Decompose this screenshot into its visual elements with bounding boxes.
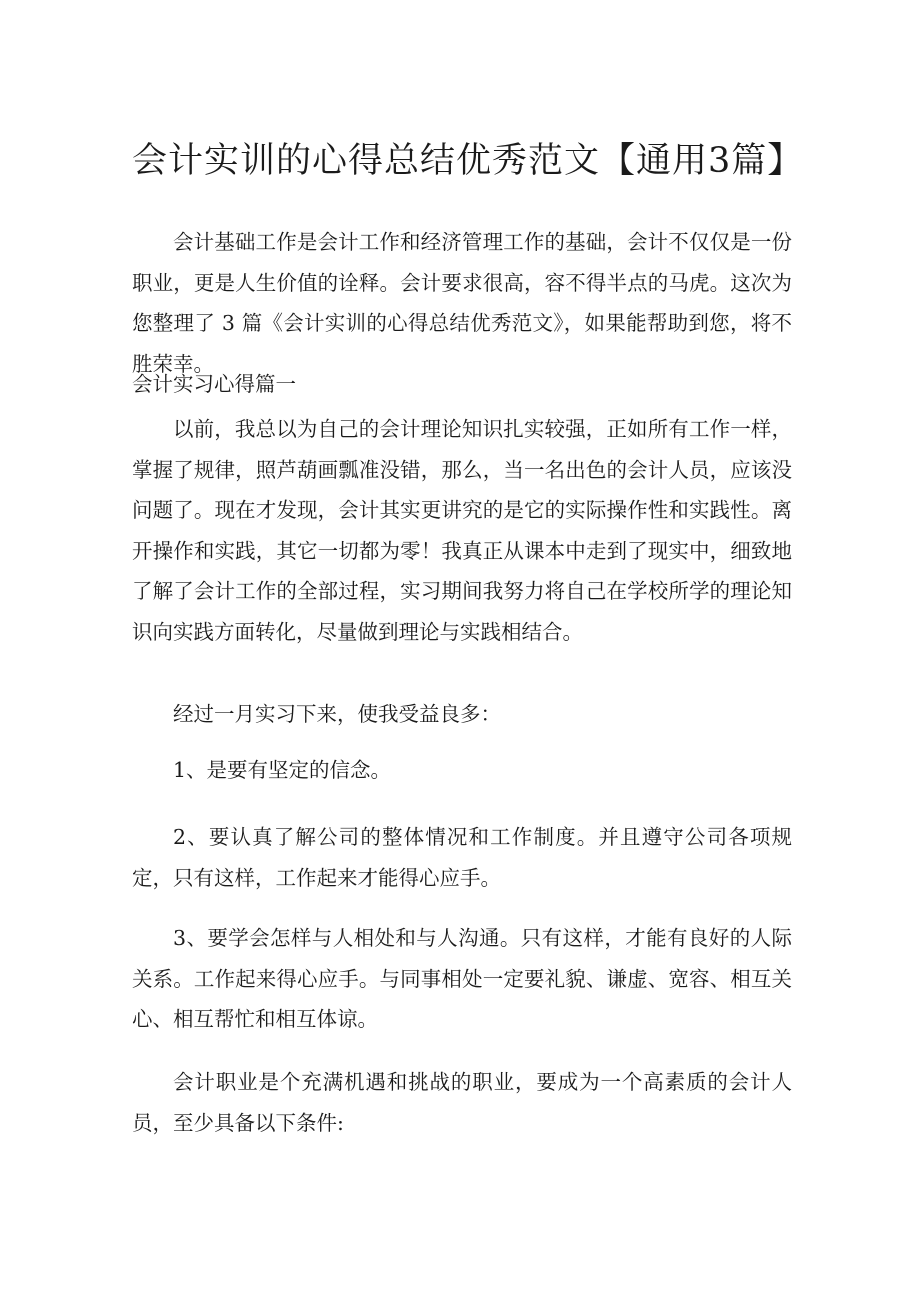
section-heading: 会计实习心得篇一 — [132, 372, 296, 396]
body-paragraph-1: 以前，我总以为自己的会计理论知识扎实较强，正如所有工作一样，掌握了规律，照芦葫画瓢准没错，那么，当一名出色的会计人员，应该没问题了。现在才发现，会计其实更讲究的是它的实际操作性和实践性。离开操作和实践，其它一切都为零！我真正从课本中走到了现实中，细致地了解了会计工作的全部过程，实习期间我努力将自己在学校所学的理论知识向实践方面转化，尽量做到理论与实践相结合。 — [132, 417, 792, 644]
body-paragraph-3: 会计职业是个充满机遇和挑战的职业，要成为一个高素质的会计人员，至少具备以下条件: — [132, 1070, 792, 1135]
body-paragraph-2: 经过一月实习下来，使我受益良多： — [173, 702, 501, 726]
intro-paragraph: 会计基础工作是会计工作和经济管理工作的基础，会计不仅仅是一份职业，更是人生价值的诠释。会计要求很高，容不得半点的马虎。这次为您整理了 3 篇《会计实训的心得总结优秀范文》，如果能帮助到您，将不胜荣幸。 — [132, 230, 792, 376]
list-item-1: 1、是要有坚定的信念。 — [173, 758, 392, 782]
list-item-2: 2、要认真了解公司的整体情况和工作制度。并且遵守公司各项规定，只有这样，工作起来才能得心应手。 — [132, 825, 792, 890]
document-title: 会计实训的心得总结优秀范文【通用3篇】 — [132, 141, 804, 181]
list-item-3: 3、要学会怎样与人相处和与人沟通。只有这样，才能有良好的人际关系。工作起来得心应手。与同事相处一定要礼貌、谦虚、宽容、相互关心、相互帮忙和相互体谅。 — [132, 926, 792, 1031]
